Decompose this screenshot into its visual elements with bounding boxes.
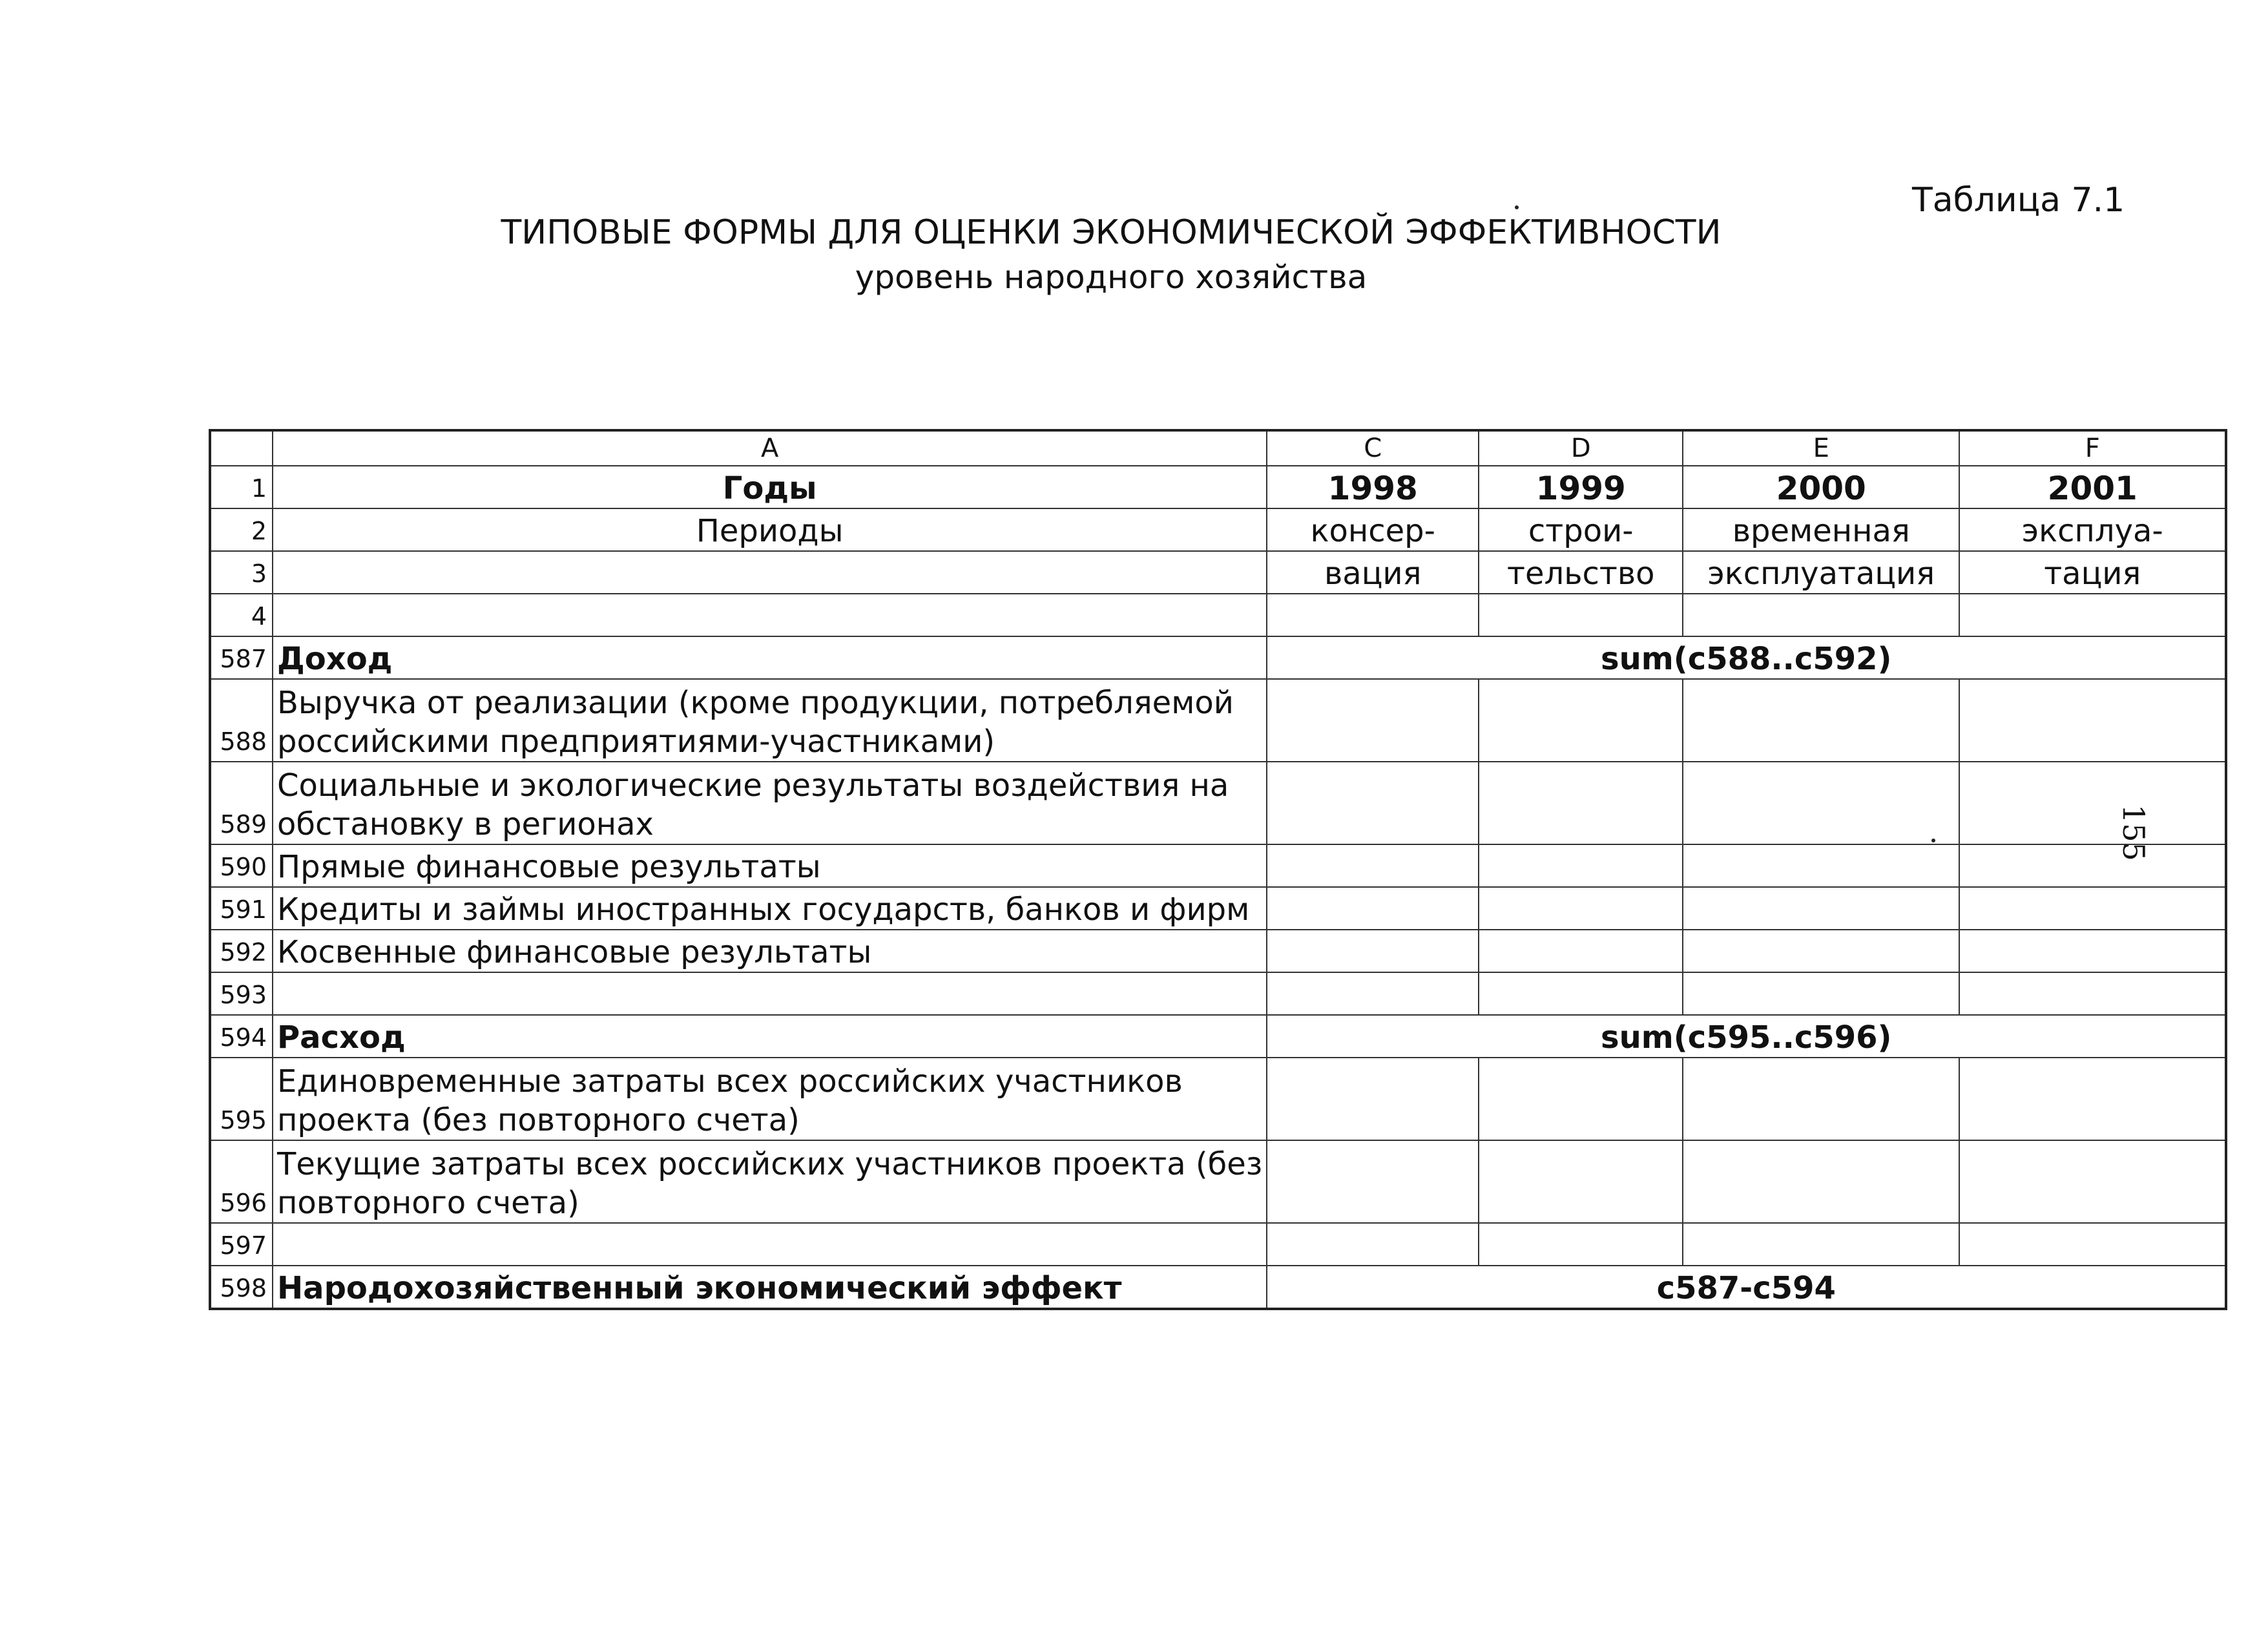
empty-cell[interactable]	[1479, 930, 1683, 972]
table-row	[210, 887, 2226, 930]
expense-label-cell[interactable]: Расход	[273, 1015, 1267, 1058]
empty-cell[interactable]	[1959, 1140, 2226, 1223]
social-results-label-cell[interactable]	[273, 762, 1267, 844]
row-number[interactable]: 589	[210, 762, 273, 844]
column-header-row	[210, 430, 2226, 466]
empty-cell[interactable]	[1683, 679, 1959, 762]
table-row	[210, 844, 2226, 887]
empty-cell[interactable]	[1683, 844, 1959, 887]
page-number: 155	[2116, 804, 2151, 861]
empty-cell[interactable]	[1959, 679, 2226, 762]
period-cell[interactable]: вация	[1267, 551, 1479, 594]
empty-cell[interactable]	[1959, 594, 2226, 636]
empty-cell[interactable]	[1267, 679, 1479, 762]
table-row	[210, 508, 2226, 551]
empty-cell[interactable]	[1479, 887, 1683, 930]
empty-cell[interactable]	[1959, 930, 2226, 972]
year-1999-cell[interactable]: 1999	[1479, 466, 1683, 508]
income-formula-cell[interactable]: sum(c588..c592)	[1267, 636, 2226, 679]
table-row	[210, 1140, 2226, 1223]
column-header-d[interactable]: D	[1479, 430, 1683, 466]
empty-cell[interactable]	[1479, 594, 1683, 636]
empty-cell[interactable]	[1959, 844, 2226, 887]
corner-cell[interactable]	[210, 430, 273, 466]
empty-cell[interactable]	[1267, 844, 1479, 887]
empty-cell[interactable]	[273, 594, 1267, 636]
document-title: ТИПОВЫЕ ФОРМЫ ДЛЯ ОЦЕНКИ ЭКОНОМИЧЕСКОЙ ЭФФЕКТИВНОСТИ	[501, 213, 1722, 252]
empty-cell[interactable]	[1267, 972, 1479, 1015]
empty-cell[interactable]	[273, 972, 1267, 1015]
period-cell[interactable]: строи-	[1479, 508, 1683, 551]
cell-text-line: повторного счета)	[277, 1185, 579, 1221]
table-row	[210, 930, 2226, 972]
row-number[interactable]: 596	[210, 1140, 273, 1223]
income-label-cell[interactable]: Доход	[273, 636, 1267, 679]
period-cell[interactable]: временная	[1683, 508, 1959, 551]
row-number[interactable]: 594	[210, 1015, 273, 1058]
cell-text-line: обстановку в регионах	[277, 806, 654, 842]
row-number[interactable]: 591	[210, 887, 273, 930]
empty-cell[interactable]	[273, 1223, 1267, 1266]
empty-cell[interactable]	[1479, 1140, 1683, 1223]
row-number[interactable]: 598	[210, 1266, 273, 1309]
cell-text-line: Единовременные затраты всех российских участников	[277, 1063, 1183, 1100]
table-row	[210, 1266, 2226, 1309]
column-header-c[interactable]: C	[1267, 430, 1479, 466]
empty-cell[interactable]	[1683, 972, 1959, 1015]
one-time-costs-label-cell[interactable]	[273, 1058, 1267, 1140]
table-row	[210, 594, 2226, 636]
row-number[interactable]: 2	[210, 508, 273, 551]
period-cell[interactable]: эксплуа-	[1959, 508, 2226, 551]
table-row	[210, 636, 2226, 679]
empty-cell[interactable]	[1267, 887, 1479, 930]
row-number[interactable]: 597	[210, 1223, 273, 1266]
empty-cell[interactable]	[1683, 930, 1959, 972]
table-row	[210, 1058, 2226, 1140]
scan-speck	[1515, 205, 1519, 209]
empty-cell[interactable]	[1479, 762, 1683, 844]
row-number[interactable]: 587	[210, 636, 273, 679]
table-row	[210, 1015, 2226, 1058]
empty-cell[interactable]	[273, 551, 1267, 594]
empty-cell[interactable]	[1959, 887, 2226, 930]
empty-cell[interactable]	[1683, 762, 1959, 844]
indirect-results-label-cell[interactable]: Косвенные финансовые результаты	[273, 930, 1267, 972]
row-number[interactable]: 592	[210, 930, 273, 972]
table-row	[210, 1223, 2226, 1266]
period-cell[interactable]: тельство	[1479, 551, 1683, 594]
empty-cell[interactable]	[1479, 844, 1683, 887]
column-header-e[interactable]: E	[1683, 430, 1959, 466]
row-number[interactable]: 595	[210, 1058, 273, 1140]
empty-cell[interactable]	[1479, 972, 1683, 1015]
revenue-label-cell[interactable]	[273, 679, 1267, 762]
column-header-a[interactable]: A	[273, 430, 1267, 466]
empty-cell[interactable]	[1959, 762, 2226, 844]
empty-cell[interactable]	[1267, 930, 1479, 972]
current-costs-label-cell[interactable]	[273, 1140, 1267, 1223]
cell-text-line: российскими предприятиями-участниками)	[277, 724, 995, 760]
row-number[interactable]: 4	[210, 594, 273, 636]
expense-formula-cell[interactable]: sum(c595..c596)	[1267, 1015, 2226, 1058]
empty-cell[interactable]	[1959, 1058, 2226, 1140]
empty-cell[interactable]	[1479, 679, 1683, 762]
empty-cell[interactable]	[1959, 1223, 2226, 1266]
economic-effect-formula-cell[interactable]: c587-c594	[1267, 1266, 2226, 1309]
table-row	[210, 972, 2226, 1015]
empty-cell[interactable]	[1267, 1140, 1479, 1223]
empty-cell[interactable]	[1959, 972, 2226, 1015]
empty-cell[interactable]	[1267, 762, 1479, 844]
periods-label-cell[interactable]: Периоды	[273, 508, 1267, 551]
spreadsheet-table	[209, 429, 2227, 1310]
row-number[interactable]: 590	[210, 844, 273, 887]
cell-text-line: Текущие затраты всех российских участников проекта (без	[277, 1146, 1263, 1182]
empty-cell[interactable]	[1683, 1140, 1959, 1223]
document-subtitle: уровень народного хозяйства	[855, 258, 1368, 296]
row-number[interactable]: 1	[210, 466, 273, 508]
empty-cell[interactable]	[1479, 1223, 1683, 1266]
table-row	[210, 762, 2226, 844]
row-number[interactable]: 593	[210, 972, 273, 1015]
table-row	[210, 679, 2226, 762]
period-cell[interactable]: тация	[1959, 551, 2226, 594]
year-2000-cell[interactable]: 2000	[1683, 466, 1959, 508]
cell-text-line: Социальные и экологические результаты воздействия на	[277, 768, 1229, 804]
empty-cell[interactable]	[1267, 1223, 1479, 1266]
empty-cell[interactable]	[1683, 1058, 1959, 1140]
empty-cell[interactable]	[1683, 887, 1959, 930]
row-number[interactable]: 3	[210, 551, 273, 594]
loans-label-cell[interactable]: Кредиты и займы иностранных государств, банков и фирм	[273, 887, 1267, 930]
empty-cell[interactable]	[1479, 1058, 1683, 1140]
direct-results-label-cell[interactable]: Прямые финансовые результаты	[273, 844, 1267, 887]
years-label-cell[interactable]: Годы	[273, 466, 1267, 508]
period-cell[interactable]: консер-	[1267, 508, 1479, 551]
table-row	[210, 551, 2226, 594]
empty-cell[interactable]	[1267, 1058, 1479, 1140]
empty-cell[interactable]	[1683, 594, 1959, 636]
year-1998-cell[interactable]: 1998	[1267, 466, 1479, 508]
table-row	[210, 466, 2226, 508]
empty-cell[interactable]	[1683, 1223, 1959, 1266]
row-number[interactable]: 588	[210, 679, 273, 762]
empty-cell[interactable]	[1267, 594, 1479, 636]
cell-text-line: Выручка от реализации (кроме продукции, потребляемой	[277, 685, 1234, 721]
column-header-f[interactable]: F	[1959, 430, 2226, 466]
economic-effect-label-cell[interactable]: Народохозяйственный экономический эффект	[273, 1266, 1267, 1309]
table-number-label: Таблица 7.1	[1912, 181, 2125, 220]
cell-text-line: проекта (без повторного счета)	[277, 1102, 800, 1138]
year-2001-cell[interactable]: 2001	[1959, 466, 2226, 508]
period-cell[interactable]: эксплуатация	[1683, 551, 1959, 594]
